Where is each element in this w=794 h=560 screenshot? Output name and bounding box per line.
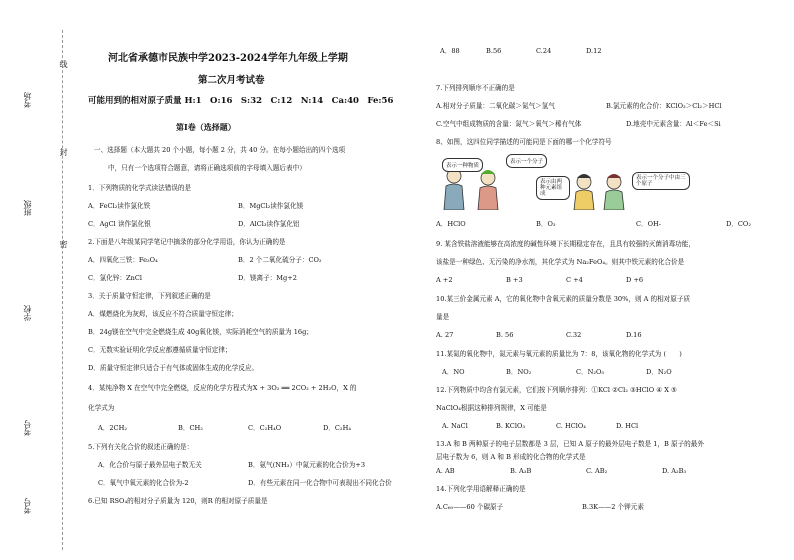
q13-opt-b: B. A₃B (510, 467, 532, 475)
q7-opt-d: D.地壳中元素含量：Al＜Fe＜Si (626, 120, 721, 128)
q11-stem: 11.某氮的氧化物中，氮元素与氧元素的质量比为 7：8，该氧化物的化学式为 ( ) (436, 350, 682, 358)
students-illustration (436, 152, 776, 210)
q12-opt-c: C. HClO₄ (556, 422, 586, 430)
q11-opt-c: C．N₂O₅ (576, 368, 605, 376)
q10-opt-a: A. 27 (436, 331, 454, 339)
q8-opt-c: C．OH- (636, 220, 662, 228)
q8-figure (436, 152, 776, 210)
part-heading: 第Ⅰ卷（选择题） (176, 122, 236, 132)
side-mark-feng: 封 (59, 148, 68, 156)
q3-opt-a: A．煤燃烧化为灰烬，该反应不符合质量守恒定律； (88, 310, 238, 318)
q13-stem: 13.A 和 B 两种原子的电子层数都是 3 层，已知 A 原子的最外层电子数是 1，B 原子的最外 (436, 440, 704, 448)
q8-opt-a: A．HClO (436, 220, 466, 228)
q12-stem-2: NaClO₄根据这种排列规律，X 可能是 (436, 404, 547, 412)
q9-opt-a: A +2 (436, 276, 453, 284)
q8-opt-d: D．CO₂ (726, 220, 751, 228)
q14-stem: 14.下列化学用语解释正确的是 (436, 485, 526, 493)
q8-opt-b: B．O₃ (536, 220, 556, 228)
side-mark-mi: 密 (59, 240, 68, 248)
q13-stem-2: 层电子数为 6，则 A 和 B 形成的化合物的化学式是 (436, 453, 586, 461)
q4-opt-a: A．2CH₂ (98, 424, 127, 432)
side-label-xuexiao: 学校 (23, 305, 32, 321)
q7-opt-c: C.空气中组成物质的含量：氮气＞氧气＞稀有气体 (436, 120, 582, 128)
q9-stem-2: 该盐是一种绿色、无污染的净水剂，其化学式为 Na₂FeO₄。则其中铁元素的化合价是 (436, 258, 685, 266)
q7-opt-a: A.相对分子质量：二氧化碳＞氮气＞氢气 (436, 102, 555, 110)
q14-opt-b: B.3K——2 个钾元素 (582, 503, 644, 511)
q9-stem: 9. 某含铁盐溶液能够在高浓度的碱性环境下长期稳定存在，且具有较强的灭菌消毒功能， (436, 240, 695, 248)
q3-stem: 3．关于质量守恒定律，下列叙述正确的是 (88, 292, 211, 300)
q9-opt-c: C +4 (566, 276, 583, 284)
student-1 (444, 168, 464, 210)
q6-opt-d: D.12 (586, 47, 602, 55)
q10-stem: 10.某三价金属元素 A，它的氧化物中含氧元素的质量分数是 30%，则 A 的相对原子质 (436, 295, 691, 303)
exam-title: 河北省承德市民族中学2023-2024学年九年级上学期 (108, 53, 348, 64)
q1-opt-d: D．AlCl₃读作氯化铝 (238, 220, 300, 228)
q11-opt-a: A．NO (442, 368, 465, 376)
q9-opt-d: D +6 (626, 276, 644, 284)
student-2 (478, 170, 498, 210)
q12-opt-b: B. KClO₃ (496, 422, 525, 430)
q12-opt-a: A. NaCl (442, 422, 468, 430)
q10-opt-d: D.16 (626, 331, 642, 339)
q9-opt-b: B +3 (506, 276, 523, 284)
q11-opt-d: D．N₂O (646, 368, 672, 376)
q13-opt-d: D. A₂B₃ (662, 467, 687, 475)
q4-opt-d: D．C₂H₄ (323, 424, 351, 432)
side-label-kaohao: 考号 (23, 420, 32, 436)
q1-opt-c: C．AgCl 读作氯化银 (88, 220, 151, 228)
q13-opt-a: A. AB (436, 467, 455, 475)
q11-opt-b: B．NO₂ (506, 368, 532, 376)
q4-opt-b: B．CH₂ (178, 424, 203, 432)
q6-opt-c: C.24 (536, 47, 552, 55)
q4-stem: 4．某纯净物 X 在空气中完全燃烧，反应的化学方程式为X + 3O₂ ══ 2CO₂ + 2H₂O，X 的 (88, 384, 357, 392)
section1-line2: 中，只有一个选项符合题意，请将正确选项前的字母填入题后表中） (108, 164, 306, 172)
q2-opt-a: A．四氧化三铁：Fe₃O₄ (88, 256, 158, 264)
q2-stem: 2.下面是八年级某同学笔记中摘录的部分化学用语，你认为正确的是 (88, 238, 286, 246)
side-label-kaohao-2: 考号 (23, 498, 32, 514)
exam-subtitle: 第二次月考试卷 (198, 75, 265, 86)
bubble-2: 表示一个分子 (506, 154, 547, 168)
binding-line (62, 30, 63, 550)
q7-opt-b: B.氯元素的化合价：KClO₃＞Cl₂＞HCl (606, 102, 722, 110)
q6-opt-a: A．88 (440, 47, 460, 55)
q1-opt-b: B．MgCl₂读作氯化镁 (238, 202, 304, 210)
q5-opt-d: D．有些元素在同一化合物中可表现出不同化合价 (248, 479, 392, 487)
section1-line1: 一、选择题（本大题共 20 个小题，每小题 2 分，共 40 分。在每小题给出的四个选项 (94, 146, 346, 154)
q8-stem: 8、如图，这四位同学描述的可能同是下面的哪一个化学符号 (436, 138, 612, 146)
side-mark-xian: 线 (59, 60, 68, 68)
q7-stem: 7.下列排列顺序不正确的是 (436, 84, 515, 92)
q10-opt-b: B. 56 (496, 331, 514, 339)
q2-opt-d: D．镁离子：Mg+2 (238, 274, 297, 282)
q5-stem: 5.下列有关化合价的叙述正确的是： (88, 443, 194, 451)
q2-opt-b: B．2 个二氧化硫分子：CO₂ (238, 256, 322, 264)
q12-stem: 12.下列物质中均含有氯元素，它们按下列顺序排列：①KCl ②Cl₂ ③HClO ④ X ⑤ (436, 386, 677, 394)
side-label-kaochang: 考场 (23, 92, 32, 108)
q3-opt-c: C．无数实验证明化学反应都遵循质量守恒定律； (88, 346, 232, 354)
atomic-mass-line: 可能用到的相对原子质量 H:1 O:16 S:32 C:12 N:14 Ca:40 Fe:56 (88, 96, 394, 106)
q13-opt-c: C. AB₂ (586, 467, 608, 475)
q14-opt-a: A.C₆₀——60 个碳原子 (436, 503, 504, 511)
q5-opt-b: B．氨气(NH₃）中氮元素的化合价为+3 (248, 461, 366, 469)
q3-opt-b: B．24g镁在空气中完全燃烧生成 40g氧化镁，实际消耗空气的质量为 16g； (88, 328, 313, 336)
q4-stem-2: 化学式为 (88, 404, 115, 412)
q10-opt-c: C.32 (566, 331, 582, 339)
bubble-4: 表示一个分子中由三个原子 (632, 172, 690, 190)
q2-opt-c: C．氯化锌：ZnCl (88, 274, 142, 282)
q4-opt-c: C．C₂H₄O (248, 424, 282, 432)
q12-opt-d: D. HCl (616, 422, 639, 430)
q5-opt-c: C．氧气中氧元素的化合价为-2 (98, 479, 189, 487)
side-label-banji: 班级 (23, 200, 32, 216)
q1-stem: 1．下列物质的化学式读法错误的是 (88, 184, 192, 192)
q10-stem-2: 量是 (436, 313, 450, 321)
student-4 (604, 174, 624, 210)
q5-opt-a: A．化合价与原子最外层电子数无关 (98, 461, 202, 469)
q6-opt-b: B.56 (486, 47, 502, 55)
bubble-1: 表示一种物质 (442, 158, 483, 172)
bubble-3: 表示由两种元素组成 (536, 176, 570, 200)
student-3 (574, 174, 594, 210)
q1-opt-a: A．FeCl₂读作氯化铁 (88, 202, 151, 210)
q6-stem: 6.已知 RSO₄的相对分子质量为 120，则R 的相对原子质量是 (88, 497, 268, 505)
q3-opt-d: D．质量守恒定律只适合于有气体或固体生成的化学反应。 (88, 364, 259, 372)
